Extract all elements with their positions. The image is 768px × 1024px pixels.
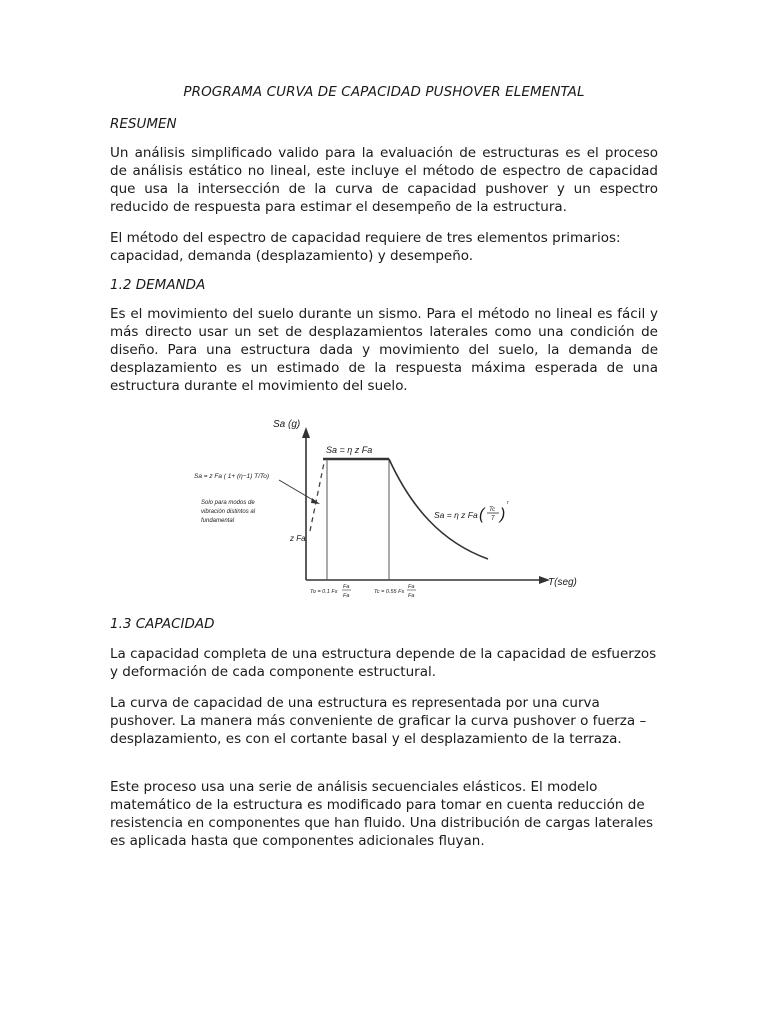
decay-paren-close: ) <box>500 506 506 523</box>
design-spectrum-diagram <box>186 407 582 601</box>
decay-fraction-numerator: Tc <box>489 507 496 513</box>
decay-fraction-denominator: T <box>491 516 495 522</box>
note-line-1: Solo para modos de <box>201 500 255 506</box>
tc-fraction-numerator: Fa <box>408 584 415 590</box>
tc-fraction-denominator: Fa <box>408 593 415 599</box>
capacidad-paragraph-2: La curva de capacidad de una estructura es representada por una curva pushover. La manera más conveniente de graficar la curva pushover o fuerza – desplazamiento, es con el cortante basal y el desplazamiento de la terraza. <box>110 695 647 747</box>
capacidad-paragraph-1: La capacidad completa de una estructura depende de la capacidad de esfuerzos y deformación de cada componente estructural. <box>110 646 657 680</box>
capacidad-paragraph-3: Este proceso usa una serie de análisis secuenciales elásticos. El modelo matemático de la estructura es modificado para tomar en cuenta reducción de resistencia en componentes que han fluido. Una distribución de cargas laterales es aplicada hasta que componentes adicionales fluyan. <box>110 779 654 849</box>
decay-paren-open: ( <box>479 506 485 523</box>
decay-exponent: r <box>507 500 509 506</box>
decay-label: Sa = η z Fa <box>434 510 478 520</box>
note-line-2: vibración distintos al <box>201 509 256 515</box>
zfa-label: z Fa <box>290 534 306 543</box>
resumen-paragraph-1: Un análisis simplificado valido para la evaluación de estructuras es el proceso de análisis estático no lineal, este incluye el método de espectro de capacidad que usa la intersección de la curva de capacidad pushover y un espectro reducido de respuesta para estimar el desempeño de la estructura. <box>110 145 658 215</box>
plateau-label: Sa = η z Fa <box>326 445 373 455</box>
design-spectrum-figure <box>186 407 582 601</box>
section-heading-demanda: 1.2 DEMANDA <box>110 277 206 293</box>
to-fraction-denominator: Fa <box>343 593 350 599</box>
x-axis-label: T(seg) <box>548 577 577 588</box>
y-axis-label: Sa (g) <box>273 419 301 430</box>
resumen-paragraph-2: El método del espectro de capacidad requiere de tres elementos primarios: capacidad, demanda (desplazamiento) y desempeño. <box>110 230 621 264</box>
note-line-3: fundamental <box>201 518 235 524</box>
to-label: To = 0.1 Fs <box>310 589 338 595</box>
section-heading-resumen: RESUMEN <box>110 116 177 132</box>
demanda-paragraph-1: Es el movimiento del suelo durante un sismo. Para el método no lineal es fácil y más directo usar un set de desplazamientos laterales como una condición de diseño. Para una estructura dada y movimiento del suelo, la demanda de desplazamiento es un estimado de la respuesta máxima esperada de una estructura durante el movimiento del suelo. <box>110 306 658 394</box>
to-fraction-numerator: Fa <box>343 584 350 590</box>
ramp-label: Sa = z Fa ( 1+ (η−1) T/To) <box>194 473 270 480</box>
document-title: PROGRAMA CURVA DE CAPACIDAD PUSHOVER ELEMENTAL <box>183 84 585 100</box>
tc-label: Tc = 0.55 Fs <box>374 589 405 595</box>
section-heading-capacidad: 1.3 CAPACIDAD <box>110 616 215 632</box>
